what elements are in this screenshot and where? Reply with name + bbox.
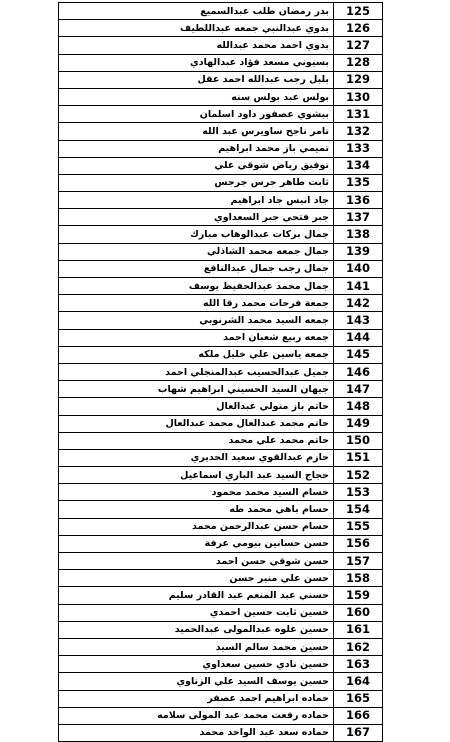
person-name-cell: حسني عبد المنعم عبد القادر سليم <box>59 587 334 604</box>
table-row <box>59 157 383 174</box>
table-row <box>59 174 383 191</box>
table-row <box>59 638 383 655</box>
person-name-cell: بيشوي عصفور داود اسلمان <box>59 106 334 123</box>
row-number-cell: 162 <box>334 638 383 655</box>
row-number-cell: 132 <box>334 123 383 140</box>
table-row <box>59 37 383 54</box>
row-number-cell: 153 <box>334 484 383 501</box>
table-row <box>59 71 383 88</box>
person-name-cell: بلبل رجب عبدالله احمد عقل <box>59 71 334 88</box>
table-row <box>59 381 383 398</box>
row-number-cell: 164 <box>334 673 383 690</box>
row-number-cell: 140 <box>334 260 383 277</box>
table-row <box>59 260 383 277</box>
row-number-cell: 131 <box>334 106 383 123</box>
table-row <box>59 209 383 226</box>
row-number-cell: 141 <box>334 278 383 295</box>
row-number-cell: 136 <box>334 192 383 209</box>
table-row <box>59 501 383 518</box>
table-row <box>59 553 383 570</box>
row-number-cell: 148 <box>334 398 383 415</box>
row-number-cell: 155 <box>334 518 383 535</box>
person-name-cell: حسن شوقي حسن احمد <box>59 553 334 570</box>
table-row <box>59 3 383 20</box>
person-name-cell: جمعه السيد محمد الشرنوبي <box>59 312 334 329</box>
person-name-cell: حسين محمد سالم السيد <box>59 638 334 655</box>
person-name-cell: حماده رفعت محمد عبد المولى سلامه <box>59 707 334 724</box>
row-number-cell: 139 <box>334 243 383 260</box>
row-number-cell: 135 <box>334 174 383 191</box>
person-name-cell: ثابت طاهر جرس جرجس <box>59 174 334 191</box>
table-row <box>59 518 383 535</box>
table-row <box>59 570 383 587</box>
table-row <box>59 329 383 346</box>
row-number-cell: 145 <box>334 346 383 363</box>
person-name-cell: حماده ابراهيم احمد عصفر <box>59 690 334 707</box>
table-row <box>59 312 383 329</box>
table-row <box>59 398 383 415</box>
row-number-cell: 159 <box>334 587 383 604</box>
row-number-cell: 133 <box>334 140 383 157</box>
person-name-cell: جمعة فرحات محمد رقا الله <box>59 295 334 312</box>
table-row <box>59 106 383 123</box>
row-number-cell: 156 <box>334 535 383 552</box>
row-number-cell: 158 <box>334 570 383 587</box>
table-row <box>59 295 383 312</box>
person-name-cell: حاتم باز متولي عبدالعال <box>59 398 334 415</box>
person-name-cell: حازم عبدالقوي سعيد الحديري <box>59 449 334 466</box>
row-number-cell: 167 <box>334 724 383 741</box>
person-name-cell: جمال محمد عبدالحفيظ يوسف <box>59 278 334 295</box>
row-number-cell: 146 <box>334 363 383 380</box>
row-number-cell: 157 <box>334 553 383 570</box>
table-row <box>59 123 383 140</box>
table-row <box>59 192 383 209</box>
table-row <box>59 363 383 380</box>
row-number-cell: 147 <box>334 381 383 398</box>
table-row <box>59 278 383 295</box>
row-number-cell: 149 <box>334 415 383 432</box>
table-row <box>59 621 383 638</box>
row-number-cell: 128 <box>334 54 383 71</box>
table-row <box>59 604 383 621</box>
table-row <box>59 415 383 432</box>
roster-body <box>59 3 383 742</box>
table-row <box>59 243 383 260</box>
table-row <box>59 54 383 71</box>
row-number-cell: 152 <box>334 467 383 484</box>
row-number-cell: 144 <box>334 329 383 346</box>
row-number-cell: 130 <box>334 88 383 105</box>
row-number-cell: 138 <box>334 226 383 243</box>
person-name-cell: جمعه ياسين علي خليل ملكه <box>59 346 334 363</box>
roster-table <box>58 2 383 742</box>
table-row <box>59 226 383 243</box>
person-name-cell: جاد انيس جاد ابراهيم <box>59 192 334 209</box>
person-name-cell: بولس عبد بولس سنه <box>59 88 334 105</box>
person-name-cell: تميمي باز محمد ابراهيم <box>59 140 334 157</box>
person-name-cell: جمعه ربيع شعبان احمد <box>59 329 334 346</box>
person-name-cell: جبر فتحي جبر السعداوي <box>59 209 334 226</box>
person-name-cell: حسام السيد محمد محمود <box>59 484 334 501</box>
row-number-cell: 134 <box>334 157 383 174</box>
person-name-cell: بدوي احمد محمد عبدالله <box>59 37 334 54</box>
person-name-cell: بسيوني مسعد فؤاد عبدالهادي <box>59 54 334 71</box>
person-name-cell: بدوي عبدالنبي جمعه عبداللطيف <box>59 20 334 37</box>
table-row <box>59 707 383 724</box>
table-row <box>59 587 383 604</box>
table-row <box>59 484 383 501</box>
person-name-cell: جميل عبدالحسيب عبدالمنجلي احمد <box>59 363 334 380</box>
table-row <box>59 724 383 741</box>
table-row <box>59 656 383 673</box>
person-name-cell: حاتم محمد عبدالعال محمد عبدالعال <box>59 415 334 432</box>
person-name-cell: حسام حسن عبدالرحمن محمد <box>59 518 334 535</box>
person-name-cell: حماده سعد عبد الواحد محمد <box>59 724 334 741</box>
person-name-cell: جمال بركات عبدالوهاب مبارك <box>59 226 334 243</box>
table-row <box>59 20 383 37</box>
table-row <box>59 467 383 484</box>
row-number-cell: 163 <box>334 656 383 673</box>
person-name-cell: حاتم محمد علي محمد <box>59 432 334 449</box>
person-name-cell: حسين نادي حسين سعداوي <box>59 656 334 673</box>
row-number-cell: 126 <box>334 20 383 37</box>
table-row <box>59 449 383 466</box>
table-row <box>59 88 383 105</box>
row-number-cell: 127 <box>334 37 383 54</box>
person-name-cell: جيهان السيد الحسيني ابراهيم شهاب <box>59 381 334 398</box>
person-name-cell: حسين علوه عبدالمولى عبدالحميد <box>59 621 334 638</box>
person-name-cell: جمال رجب جمال عبدالنافع <box>59 260 334 277</box>
person-name-cell: توفيق رياض شوقي علي <box>59 157 334 174</box>
person-name-cell: حجاج السيد عبد الباري اسماعيل <box>59 467 334 484</box>
table-row <box>59 673 383 690</box>
table-row <box>59 690 383 707</box>
person-name-cell: تامر ناجح ساويرس عبد الله <box>59 123 334 140</box>
person-name-cell: بدر رمضان طلب عبدالسميع <box>59 3 334 20</box>
person-name-cell: حسن حسانين بيومي عرفة <box>59 535 334 552</box>
row-number-cell: 154 <box>334 501 383 518</box>
person-name-cell: حسين ثابت حسين احمدي <box>59 604 334 621</box>
person-name-cell: حسام باهي محمد طه <box>59 501 334 518</box>
table-row <box>59 140 383 157</box>
row-number-cell: 161 <box>334 621 383 638</box>
person-name-cell: حسن علي منير حسن <box>59 570 334 587</box>
row-number-cell: 142 <box>334 295 383 312</box>
row-number-cell: 160 <box>334 604 383 621</box>
row-number-cell: 166 <box>334 707 383 724</box>
row-number-cell: 125 <box>334 3 383 20</box>
row-number-cell: 165 <box>334 690 383 707</box>
table-row <box>59 535 383 552</box>
row-number-cell: 137 <box>334 209 383 226</box>
table-row <box>59 432 383 449</box>
row-number-cell: 150 <box>334 432 383 449</box>
row-number-cell: 129 <box>334 71 383 88</box>
table-row <box>59 346 383 363</box>
person-name-cell: جمال جمعه محمد الشاذلي <box>59 243 334 260</box>
row-number-cell: 143 <box>334 312 383 329</box>
row-number-cell: 151 <box>334 449 383 466</box>
person-name-cell: حسين يوسف السيد علي الزناوي <box>59 673 334 690</box>
